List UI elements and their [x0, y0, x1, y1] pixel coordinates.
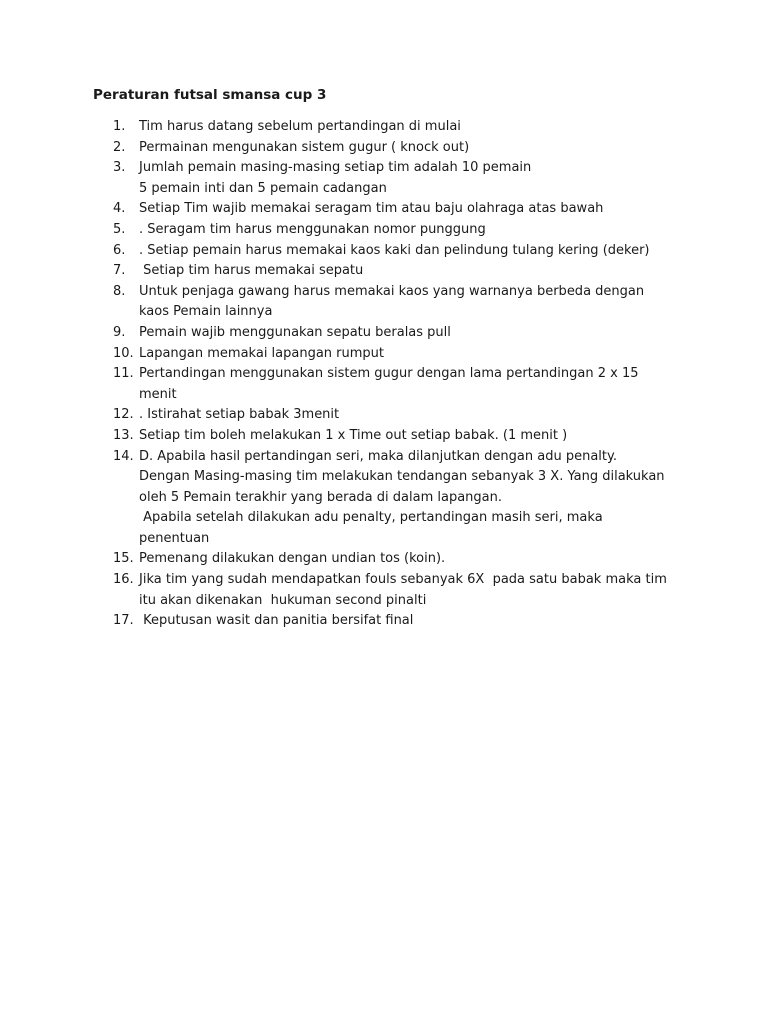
rule-item — [93, 364, 693, 405]
rule-number-text: 8. — [113, 283, 126, 299]
rule-number-text: 2. — [113, 139, 126, 155]
rule-number — [93, 323, 139, 344]
rule-text — [139, 117, 693, 138]
rule-line: . Istirahat setiap babak 3menit — [139, 407, 340, 423]
rule-item — [93, 323, 693, 344]
rule-number — [93, 570, 139, 591]
rule-line: Jika tim yang sudah mendapatkan fouls sebanyak 6X pada satu babak maka tim — [139, 572, 667, 588]
rule-text — [139, 405, 693, 426]
rule-line: D. Apabila hasil pertandingan seri, maka dilanjutkan dengan adu penalty. — [139, 448, 617, 464]
rule-line: Dengan Masing-masing tim melakukan tendangan sebanyak 3 X. Yang dilakukan — [139, 469, 665, 485]
rule-number — [93, 447, 139, 468]
rule-text — [139, 426, 693, 447]
rule-number — [93, 261, 139, 282]
rule-text — [139, 364, 693, 405]
rule-line: kaos Pemain lainnya — [139, 304, 273, 320]
rule-text — [139, 570, 693, 611]
rule-line: 5 pemain inti dan 5 pemain cadangan — [139, 180, 387, 196]
rule-text — [139, 611, 693, 632]
rule-line: Setiap tim boleh melakukan 1 x Time out setiap babak. (1 menit ) — [139, 427, 568, 443]
rule-number — [93, 117, 139, 138]
rule-line: Setiap Tim wajib memakai seragam tim atau baju olahraga atas bawah — [139, 201, 604, 217]
rule-line: penentuan — [139, 530, 210, 546]
rule-number-text: 3. — [113, 160, 126, 176]
rule-item — [93, 220, 693, 241]
rule-text — [139, 282, 693, 323]
rule-number-text: 10. — [113, 345, 134, 361]
rule-line: Lapangan memakai lapangan rumput — [139, 345, 385, 361]
rule-number — [93, 138, 139, 159]
rule-item — [93, 447, 693, 550]
rule-item — [93, 241, 693, 262]
rule-text — [139, 344, 693, 365]
rule-text — [139, 220, 693, 241]
rule-number — [93, 549, 139, 570]
rule-number-text: 12. — [113, 407, 134, 423]
rule-number-text: 16. — [113, 572, 134, 588]
rule-number-text: 9. — [113, 324, 126, 340]
rule-number — [93, 220, 139, 241]
rule-number — [93, 426, 139, 447]
rule-line: Apabila setelah dilakukan adu penalty, pertandingan masih seri, maka — [139, 510, 603, 526]
rule-number-text: 4. — [113, 201, 126, 217]
document-title: Peraturan futsal smansa cup 3 — [93, 87, 327, 103]
rule-text — [139, 138, 693, 159]
rule-line: Pertandingan menggunakan sistem gugur dengan lama pertandingan 2 x 15 — [139, 366, 639, 382]
rule-line: itu akan dikenakan hukuman second pinalti — [139, 592, 427, 608]
rule-line: Setiap tim harus memakai sepatu — [139, 263, 364, 279]
rule-item — [93, 117, 693, 138]
rule-number-text: 6. — [113, 242, 126, 258]
rule-number-text: 7. — [113, 263, 126, 279]
rule-number — [93, 405, 139, 426]
rule-item — [93, 261, 693, 282]
rules-list — [93, 117, 693, 632]
rule-text — [139, 241, 693, 262]
rule-item — [93, 426, 693, 447]
rule-number — [93, 282, 139, 303]
rule-number-text: 13. — [113, 427, 134, 443]
rule-line: Keputusan wasit dan panitia bersifat final — [139, 613, 414, 629]
rule-number-text: 11. — [113, 366, 134, 382]
rule-item — [93, 344, 693, 365]
rule-line: Jumlah pemain masing-masing setiap tim adalah 10 pemain — [139, 160, 532, 176]
rule-line: . Setiap pemain harus memakai kaos kaki dan pelindung tulang kering (deker) — [139, 242, 650, 258]
rule-number — [93, 241, 139, 262]
rule-number — [93, 611, 139, 632]
rule-line: Untuk penjaga gawang harus memakai kaos yang warnanya berbeda dengan — [139, 283, 645, 299]
rule-number — [93, 344, 139, 365]
rule-item — [93, 549, 693, 570]
rule-text — [139, 199, 693, 220]
rule-text — [139, 261, 693, 282]
rule-text — [139, 323, 693, 344]
rule-number-text: 14. — [113, 448, 134, 464]
rule-text — [139, 447, 693, 550]
rule-item — [93, 570, 693, 611]
rule-number-text: 5. — [113, 221, 126, 237]
rule-line: Tim harus datang sebelum pertandingan di mulai — [139, 119, 461, 134]
rule-text — [139, 158, 693, 199]
rule-line: Permainan mengunakan sistem gugur ( knock out) — [139, 139, 470, 155]
rule-number — [93, 364, 139, 385]
rule-number-text: 15. — [113, 551, 134, 567]
rule-line: menit — [139, 386, 177, 402]
rule-item — [93, 405, 693, 426]
rule-item — [93, 199, 693, 220]
rule-number — [93, 199, 139, 220]
rule-line: oleh 5 Pemain terakhir yang berada di dalam lapangan. — [139, 489, 502, 505]
rule-item — [93, 282, 693, 323]
rule-line: . Seragam tim harus menggunakan nomor punggung — [139, 221, 486, 237]
rule-item — [93, 611, 693, 632]
rule-item — [93, 138, 693, 159]
rule-item — [93, 158, 693, 199]
rule-number — [93, 158, 139, 179]
rule-text — [139, 549, 693, 570]
rule-number-text: 1. — [113, 119, 126, 134]
rule-line: Pemenang dilakukan dengan undian tos (koin). — [139, 551, 446, 567]
rule-number-text: 17. — [113, 613, 134, 629]
rule-line: Pemain wajib menggunakan sepatu beralas pull — [139, 324, 451, 340]
